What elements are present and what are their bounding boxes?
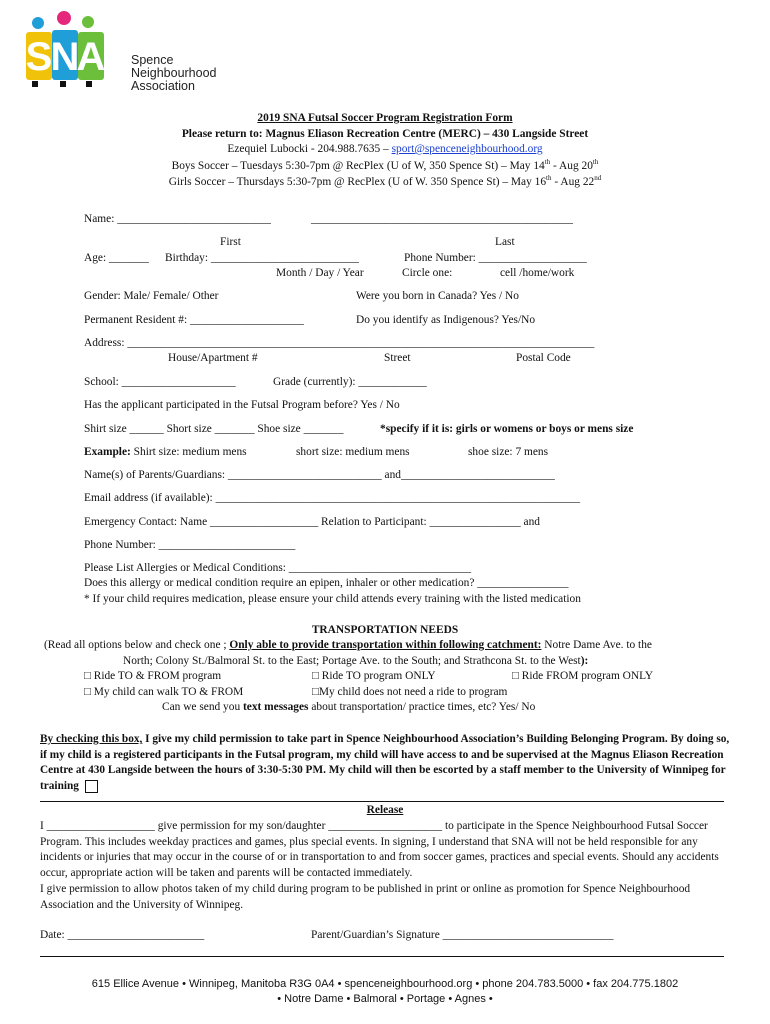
phone-type-options[interactable]: cell /home/work (500, 267, 575, 279)
girls-mid: - Aug 22 (551, 175, 595, 188)
postal-caption: Postal Code (516, 352, 571, 364)
emergency-contact-field[interactable]: Emergency Contact: Name ___________________ Relation to Participant: ________________ and (84, 516, 540, 528)
first-caption: First (220, 236, 241, 248)
transport-title: TRANSPORTATION NEEDS (311, 624, 459, 636)
signature-field[interactable]: Parent/Guardian’s Signature ______________________________ (311, 929, 614, 941)
email-field[interactable]: Email address (if available): ________________________________________________________________ (84, 492, 581, 504)
boys-sup1: th (544, 158, 551, 166)
transport-option-to-only[interactable]: □ Ride TO program ONLY (312, 670, 436, 682)
medication-note: * If your child requires medication, please ensure your child attends every training with the listed medication (84, 593, 581, 605)
transport-option-no-ride[interactable]: □My child does not need a ride to program (312, 686, 508, 698)
boys-sup2: th (592, 158, 599, 166)
text-q-a: Can we send you (162, 701, 243, 713)
mdy-caption: Month / Day / Year (276, 267, 364, 279)
logo-wordmark (131, 54, 217, 93)
text-q-c: about transportation/ practice times, etc? Yes/ No (308, 701, 536, 713)
release-divider-top (40, 801, 724, 802)
release-body: I ___________________ give permission for my son/daughter ____________________ to participate in the Spence Neighbourhood Futsal Soccer Program. This includes weekday practices and games, plus special events. In signing, I understand that SNA will not be held responsible for any incidents or injuries that may occur in the course of or in transportation to and from soccer games, practices and special events. Should any accidents occur, appropriate action will be taken and parents will be contacted immediately. (40, 820, 719, 880)
text-message-question[interactable] (162, 701, 535, 713)
house-caption: House/Apartment # (168, 352, 258, 364)
indigenous-field[interactable]: Do you identify as Indigenous? Yes/No (356, 314, 536, 326)
last-caption: Last (495, 236, 515, 248)
logo-letter-n: N (50, 35, 80, 79)
gender-field[interactable]: Gender: Male/ Female/ Other (84, 290, 219, 302)
boys-text: Boys Soccer – Tuesdays 5:30-7pm @ RecPlex (U of W, 350 Spence St) – May 14 (171, 159, 545, 172)
boys-schedule (0, 158, 770, 172)
consent-checkbox[interactable] (85, 780, 98, 793)
logo-name-line1: Spence (131, 53, 174, 67)
logo-name-line3: Association (131, 79, 195, 93)
logo-letter-s: S (25, 35, 53, 79)
girls-text: Girls Soccer – Thursdays 5:30-7pm @ RecPlex (U of W. 350 Spence St) – May 16 (168, 175, 547, 188)
sizes-field[interactable]: Shirt size ______ Short size _______ Shoe size _______ (84, 423, 344, 435)
footer-neighbourhoods: • Notre Dame • Balmoral • Portage • Agnes • (277, 993, 493, 1005)
size-specify-note: *specify if it is: girls or womens or boys or mens size (380, 423, 634, 435)
release-title: Release (366, 804, 404, 816)
boys-mid: - Aug 20 (550, 159, 593, 172)
consent-text: I give my child permission to take part in Spence Neighbourhood Association’s Building Belonging Program. By doing so, if my child is a registered participants in the Futsal program, my child will have access to and be supervised at the Magnus Eliason Recreation Centre at 430 Langside between the hours of 3:30-5:30 PM. My child will then be escorted by a staff member to the University of Winnipeg for training (40, 733, 730, 792)
age-field[interactable]: Age: _______ (84, 252, 149, 264)
address-field[interactable]: Address: __________________________________________________________________________________ (84, 337, 595, 349)
transport-catchment: Only able to provide transportation within following catchment: (229, 639, 542, 651)
epipen-field[interactable]: Does this allergy or medical condition require an epipen, inhaler or other medication? ________________ (84, 577, 569, 589)
example-label: Example: (84, 446, 131, 458)
participated-field[interactable]: Has the applicant participated in the Futsal Program before? Yes / No (84, 399, 400, 411)
parents-field[interactable]: Name(s) of Parents/Guardians: ___________________________ and___________________________ (84, 469, 555, 481)
example-shirt: Shirt size: medium mens (130, 446, 247, 458)
contact-text: Ezequiel Lubocki - 204.988.7635 – (227, 143, 392, 155)
allergies-field[interactable]: Please List Allergies or Medical Conditions: ________________________________ (84, 562, 472, 574)
sna-logo (24, 10, 217, 93)
name-field-last[interactable]: ______________________________________________ (311, 213, 573, 225)
footer-divider (40, 956, 724, 957)
emergency-phone-field[interactable]: Phone Number: ________________________ (84, 539, 296, 551)
form-title: 2019 SNA Futsal Soccer Program Registration Form (257, 112, 513, 124)
photo-permission: I give permission to allow photos taken of my child during program to be published in print or online as promotion for Spence Neighbourhood Association and the University of Winnipeg. (40, 883, 691, 911)
transport-option-from-only[interactable]: □ Ride FROM program ONLY (512, 670, 654, 682)
grade-field[interactable]: Grade (currently): ____________ (273, 376, 427, 388)
name-field[interactable]: Name: ___________________________ (84, 213, 271, 225)
consent-lead: By checking this box, (40, 733, 143, 745)
text-q-bold: text messages (243, 701, 309, 713)
transport-option-walk[interactable]: □ My child can walk TO & FROM (84, 686, 244, 698)
school-field[interactable]: School: ____________________ (84, 376, 236, 388)
contact-line (0, 143, 770, 155)
transport-instructions (44, 639, 652, 651)
contact-email-link[interactable]: sport@spenceneighbourhood.org (391, 143, 543, 155)
return-to: Please return to: Magnus Eliason Recreation Centre (MERC) – 430 Langside Street (181, 128, 589, 140)
footer-address: 615 Ellice Avenue • Winnipeg, Manitoba R3G 0A4 • spenceneighbourhood.org • phone 204.783.5000 • fax 204.775.1802 (91, 978, 679, 990)
logo-letter-a: A (76, 35, 106, 79)
transport-option-to-from[interactable]: □ Ride TO & FROM program (84, 670, 222, 682)
birthday-field[interactable]: Birthday: __________________________ (165, 252, 359, 264)
logo-name-line2: Neighbourhood (131, 66, 217, 80)
sna-logo-graphic (24, 10, 124, 90)
transport-line1-c: Notre Dame Ave. to the (541, 639, 652, 651)
permanent-resident-field[interactable]: Permanent Resident #: ____________________ (84, 314, 304, 326)
example-shoe: shoe size: 7 mens (468, 446, 549, 458)
transport-boundaries (123, 655, 588, 667)
transport-line2-end: ): (580, 655, 589, 667)
girls-schedule (0, 174, 770, 188)
street-caption: Street (384, 352, 411, 364)
size-example (84, 446, 247, 458)
transport-line1-a: (Read all options below and check one ; (44, 639, 230, 651)
transport-line2: North; Colony St./Balmoral St. to the East; Portage Ave. to the South; and Strathcona St. to the West (123, 655, 581, 667)
born-in-canada-field[interactable]: Were you born in Canada? Yes / No (356, 290, 519, 302)
phone-field[interactable]: Phone Number: ___________________ (404, 252, 587, 264)
girls-sup2: nd (594, 174, 602, 182)
consent-paragraph (40, 732, 730, 794)
date-field[interactable]: Date: ________________________ (40, 929, 205, 941)
circle-one-caption: Circle one: (402, 267, 453, 279)
girls-sup1: th (546, 174, 552, 182)
example-short: short size: medium mens (296, 446, 410, 458)
